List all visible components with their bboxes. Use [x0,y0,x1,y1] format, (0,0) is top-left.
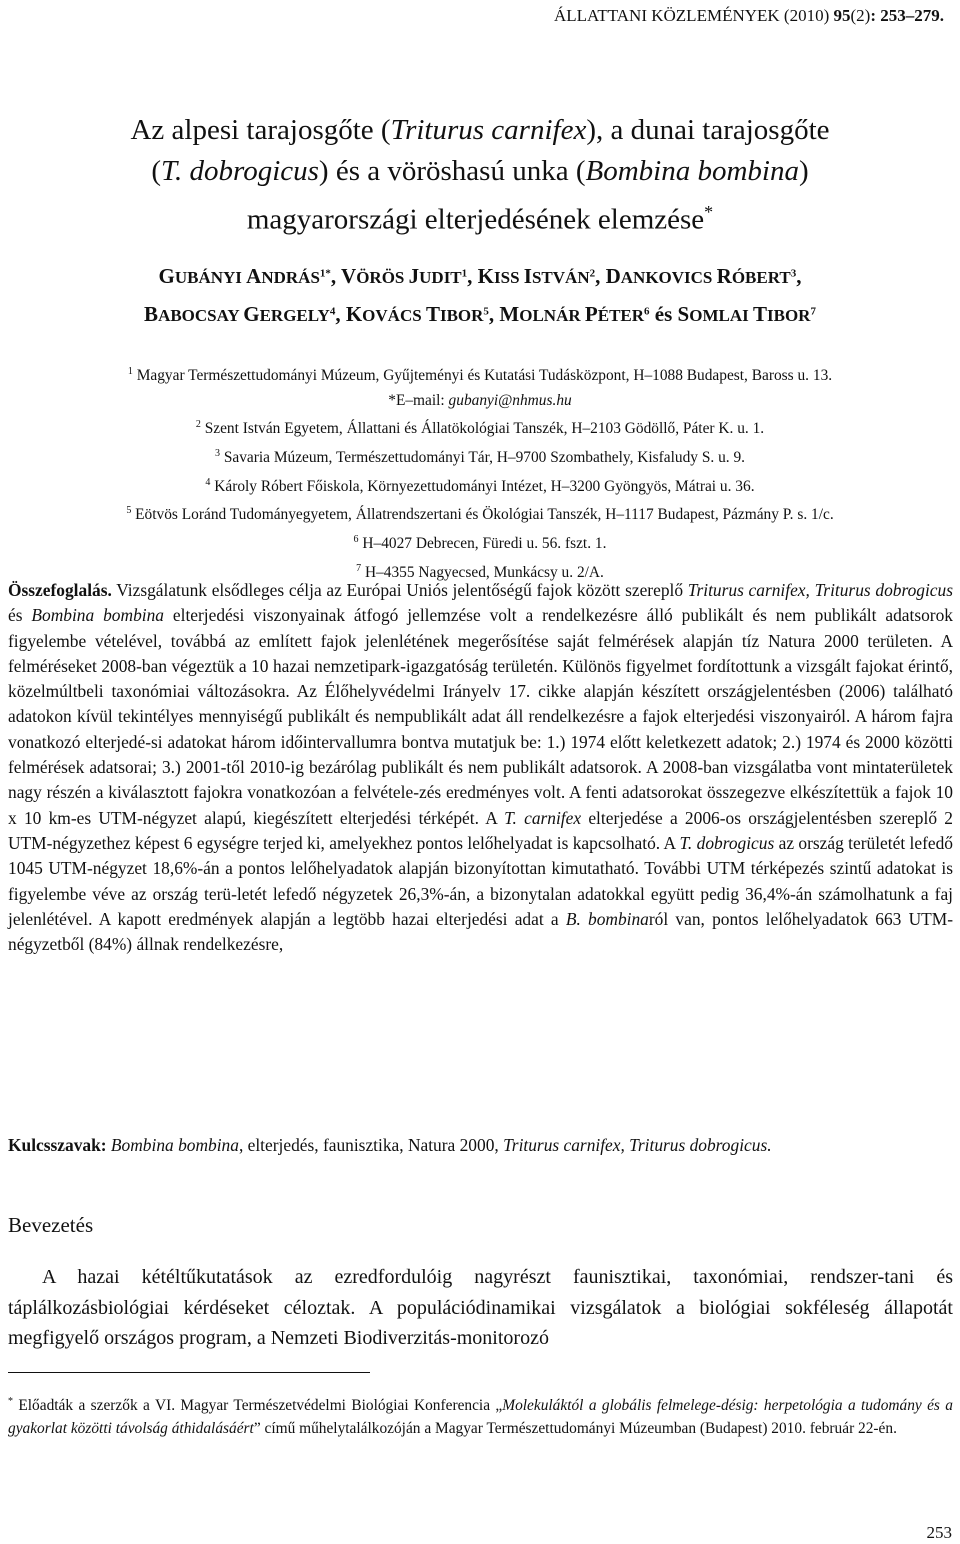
author: GUBÁNYI $ANDRÁS^{1*}$, [158,263,342,288]
email-link[interactable]: gubanyi@nhmus.hu [448,391,572,409]
affiliation: $^3$ Savaria Múzeum, Természettudományi Tár, H–9700 Szombathely, Kisfaludy S. u. 9. [214,448,746,467]
author: MOLNÁR PÉTER$^6$ és [499,302,678,327]
author: VÖRÖS JUDIT$^1$, [341,263,478,288]
affiliation: $^1$ Magyar Természettudományi Múzeum, Gyűjteményi és Kutatási Tudásközpont, H–1088 Budapest, Baross u. 13. [127,366,833,385]
footnote: * Előadták a szerzők a VI. Magyar Természetvédelmi Biológiai Konferencia „Molekuláktól a globális felmelege-désig: herpetológia a tudomány és a gyakorlat közötti távolság áthidalásáért” című műhelytalálkozóján a Magyar Természettudományi Múzeumban (Budapest) 2010. február 22-én. [8,1396,953,1437]
section-heading-introduction: Bevezetés [8,1213,94,1237]
title-footnote-mark: * [704,202,714,222]
affiliation: $^4$ Károly Róbert Főiskola, Környezettudományi Intézet, H–3200 Gyöngyös, Mátrai u. 36. [205,476,755,495]
keywords: Kulcsszavak: Bombina bombina, elterjedés, faunisztika, Natura 2000, Triturus carnifex, Triturus dobrogicus. [8,1135,772,1155]
abstract: Összefoglalás. Vizsgálatunk elsődleges célja az Európai Uniós jelentőségű fajok között szereplő Triturus carnifex, Triturus dobrogicus és Bombina bombina elterjedési viszonyainak átfogó jellemzése volt a rendelkezésre álló publikált és nem publikált adatsorok figyelembe vételével, továbbá az említett fajok jelenlétének megerősítése saját felmérések alapján tíz Natura 2000 területen. A felméréseket 2008-ban végeztük a 10 hazai nemzetipark-igazgatóság területén. Különös figyelmet fordítottunk a vizsgált fajokat érintő, közelmúltbeli taxonómiai változásokra. Az Élőhelyvédelmi Irányelv 17. cikke alapján készített országjelentésben (2006) található adatokon kívül tekintélyes mennyiségű publikált és nempublikált adat áll rendelkezésre a fajok elterjedési viszonyairól. A három fajra vonatkozó elterjedé-si adatokat három időintervallumra bontva mutatjuk be: 1.) 1974 előtt keletkezett adatok; 2.) 1974 és 2000 közötti felmérések adatsorai; 3.) 2001-től 2010-ig bezárólag publikált és nem publikált adatsorok. A 2008-ban vizsgálatba vont mintaterületek nagy részén a kiválasztott fajokra vonatkozóan a felvétele-zés eredményes volt. A fenti adatsorokat összegezve elkészítettük a fajok 10 x 10 km-es UTM-négyzet alapú, kiegészített elterjedési térképét. A T. carnifex elterjedése a 2006-os országjelentésben szereplő 2 UTM-négyzethez képest 6 egységre terjed ki, amelyekhez pontos lelőhelyadat is kapcsolható. A T. dobrogicus az ország területét lefedő 1045 UTM-négyzet 18,6%-án a pontos lelőhelyadatok alapján bizonyítottan kimutatható. További UTM térképezés szintű adatokat is figyelembe véve az ország terü-letét lefedő négyzetek 26,3%-án, a bizonytalan adatokkal együtt pedig 36,4%-án számolhatunk a faj jelenlétével. A kapott eredmények alapján a legtöbb hazai elterjedési adat a B. bombinaról van, pontos lelőhelyadatok 663 UTM-négyzetből (84%) állnak rendelkezésre, [8,580,954,955]
affiliation: $^5$ Eötvös Loránd Tudományegyetem, Állatrendszertani és Ökológiai Tanszék, H–1117 Budapest, Pázmány P. s. 1/c. [126,505,834,524]
page-number: 253 [926,1523,952,1542]
author: BABOCSAY GERGELY$^4$, [144,302,346,327]
keywords-heading: Kulcsszavak: [8,1135,107,1155]
affiliation-list [0,360,960,586]
affiliation-email: *E–mail: gubanyi@nhmus.hu [388,391,572,409]
footnote-divider [8,1372,370,1373]
affiliation: $^2$ Szent István Egyetem, Állattani és Állatökológiai Tanszék, H–2103 Gödöllő, Páter K. u. 1. [195,419,765,438]
affiliation: $^7$ H–4355 Nagyecsed, Munkácsy u. 2/A. [356,562,604,582]
author-list [0,256,960,333]
journal-header: ÁLLATTANI KÖZLEMÉNYEK (2010) 95(2): 253–279. [553,6,944,25]
article-title: Az alpesi tarajosgőte (Triturus carnifex), a dunai tarajosgőte (T. dobrogicus) és a vöröshasú unka (Bombina bombina) magyarországi elterjedésének elemzése* [130,114,830,236]
introduction-paragraph: A hazai kétéltűkutatások az ezredfordulóig nagyrészt faunisztikai, taxonómiai, rendszer-tani és táplálkozásbiológiai kérdéseket céloztak. A populációdinamikai vizsgálatok a biológiai sokféleség állapotát megfigyelő országos program, a Nemzeti Biodiverzitás-monitorozó [8,1266,953,1349]
affiliation: $^6$ H–4027 Debrecen, Füredi u. 56. fszt. 1. [353,534,607,553]
abstract-heading: Összefoglalás. [8,580,112,600]
author: SOMLAI TIBOR$^7$ [677,302,816,327]
author: DANKOVICS RÓBERT$^3$, [605,263,802,288]
author: KISS ISTVÁN$^2$, [477,263,606,288]
author: KOVÁCS TIBOR$^5$, [345,302,500,327]
